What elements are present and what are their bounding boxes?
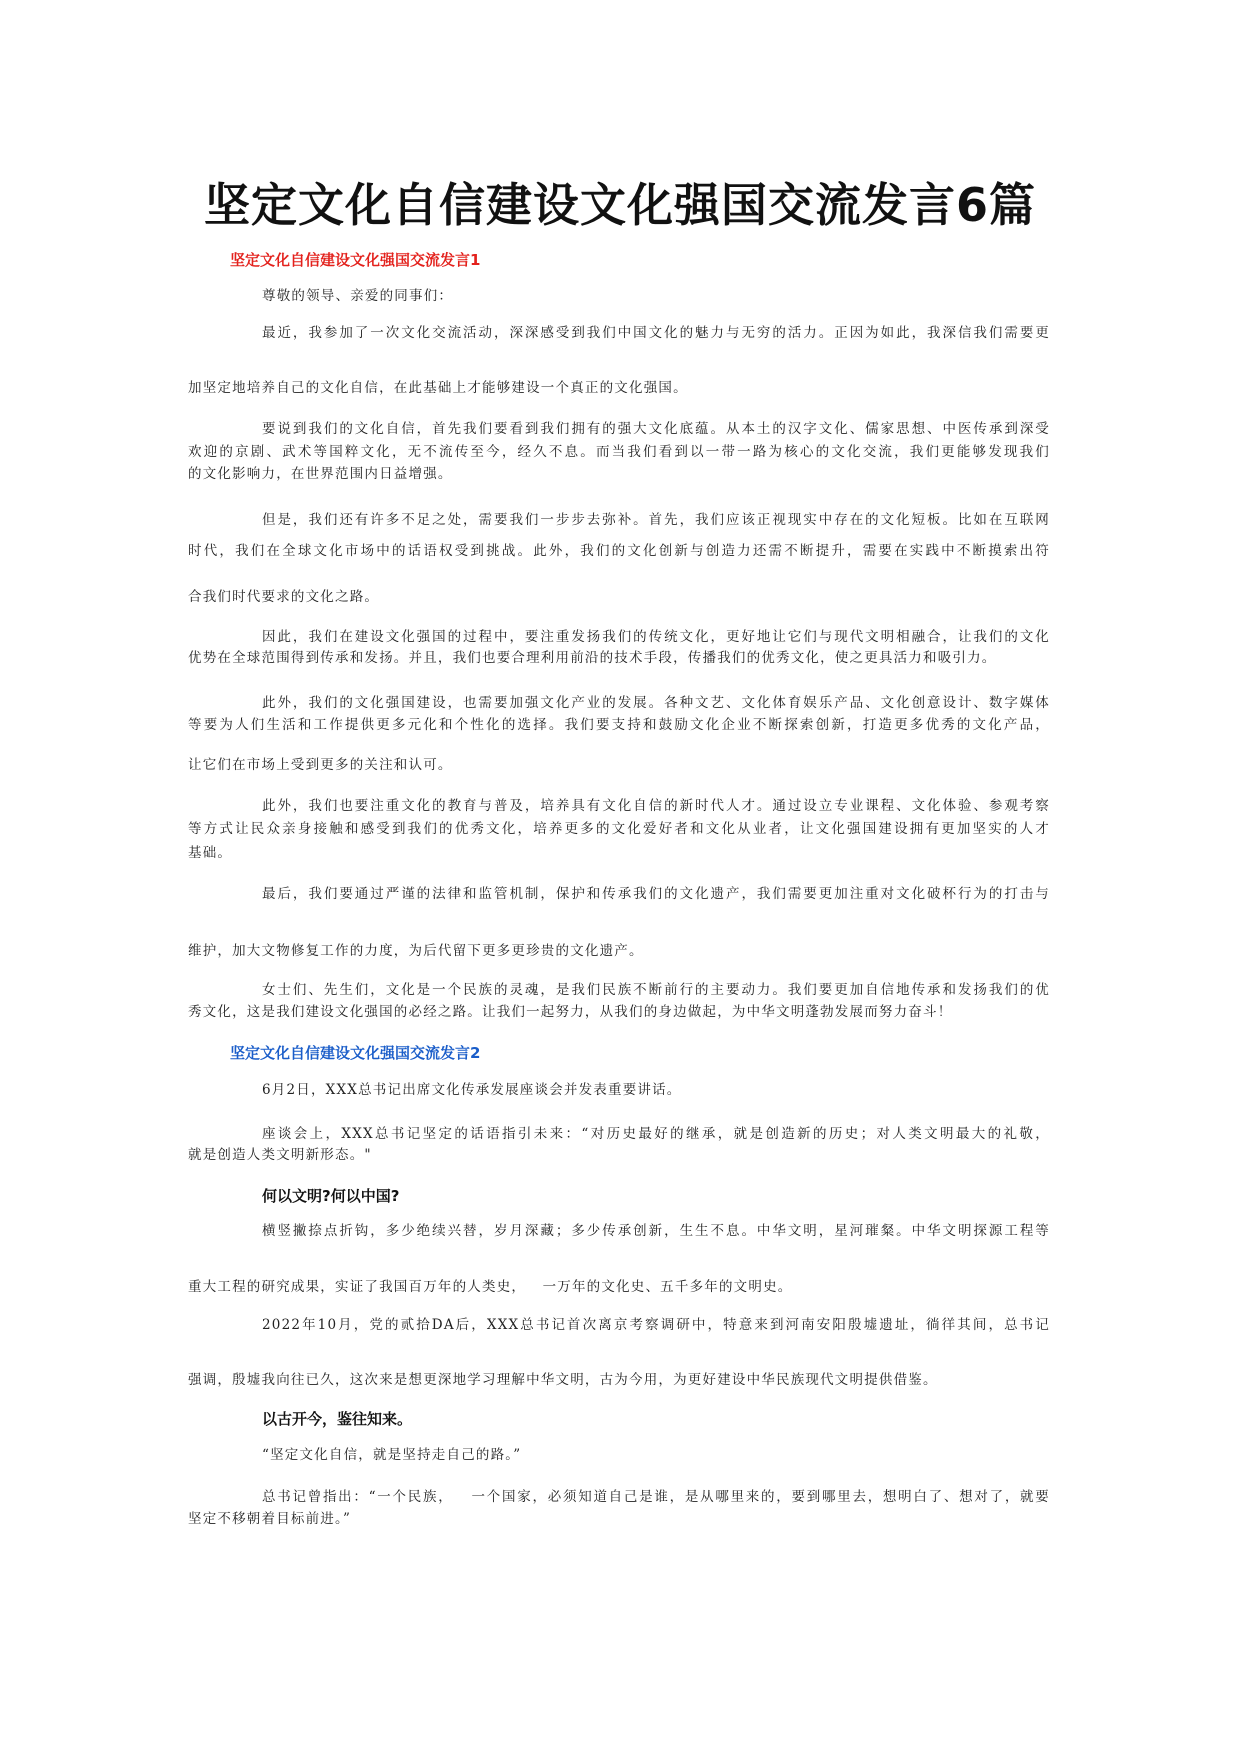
paragraph-line: 要说到我们的文化自信，首先我们要看到我们拥有的强大文化底蕴。从本土的汉字文化、儒家思想、中医传承到深受 bbox=[262, 421, 1050, 437]
paragraph-line: 的文化影响力，在世界范围内日益增强。 bbox=[188, 466, 453, 482]
paragraph-line: 等方式让民众亲身接触和感受到我们的优秀文化，培养更多的文化爱好者和文化从业者，让文化强国建设拥有更加坚实的人才 bbox=[188, 821, 1050, 837]
paragraph-line: 强调，殷墟我向往已久，这次来是想更深地学习理解中华文明，古为今用，为更好建设中华民族现代文明提供借鉴。 bbox=[188, 1372, 938, 1388]
paragraph-line: “坚定文化自信，就是坚持走自己的路。” bbox=[262, 1447, 522, 1463]
paragraph-line: 6月2日，XXX总书记出席文化传承发展座谈会并发表重要讲话。 bbox=[262, 1082, 682, 1098]
paragraph-line: 坚定不移朝着目标前进。” bbox=[188, 1511, 352, 1527]
paragraph-line: 合我们时代要求的文化之路。 bbox=[188, 589, 380, 605]
paragraph-line: 基础。 bbox=[188, 845, 233, 861]
subheading: 以古开今，鉴往知来。 bbox=[262, 1410, 413, 1428]
paragraph-line: 此外，我们的文化强国建设，也需要加强文化产业的发展。各种文艺、文化体育娱乐产品、文化创意设计、数字媒体 bbox=[262, 695, 1050, 711]
paragraph-line: 维护，加大文物修复工作的力度，为后代留下更多更珍贵的文化遗产。 bbox=[188, 943, 644, 959]
paragraph-line: 此外，我们也要注重文化的教育与普及，培养具有文化自信的新时代人才。通过设立专业课程、文化体验、参观考察 bbox=[262, 798, 1050, 814]
paragraph-line: 但是，我们还有许多不足之处，需要我们一步步去弥补。首先，我们应该正视现实中存在的文化短板。比如在互联网 bbox=[262, 512, 1050, 528]
subheading: 何以文明?何以中国? bbox=[262, 1187, 400, 1205]
paragraph-line: 秀文化，这是我们建设文化强国的必经之路。让我们一起努力，从我们的身边做起，为中华文明蓬勃发展而努力奋斗！ bbox=[188, 1004, 953, 1020]
paragraph-line: 因此，我们在建设文化强国的过程中，要注重发扬我们的传统文化，更好地让它们与现代文明相融合，让我们的文化 bbox=[262, 629, 1050, 645]
section-heading: 坚定文化自信建设文化强国交流发言2 bbox=[230, 1044, 481, 1062]
paragraph-line: 座谈会上，XXX总书记坚定的话语指引未来：“对历史最好的继承，就是创造新的历史；对人类文明最大的礼敬， bbox=[262, 1126, 1050, 1142]
paragraph-line: 总书记曾指出：“一个民族， 一个国家，必须知道自己是谁，是从哪里来的，要到哪里去，想明白了、想对了，就要 bbox=[262, 1489, 1050, 1505]
paragraph-line: 尊敬的领导、亲爱的同事们： bbox=[262, 288, 454, 304]
paragraph-line: 就是创造人类文明新形态。" bbox=[188, 1147, 372, 1163]
paragraph-line: 让它们在市场上受到更多的关注和认可。 bbox=[188, 757, 453, 773]
paragraph-line: 优势在全球范围得到传承和发扬。并且，我们也要合理利用前沿的技术手段，传播我们的优秀文化，使之更具活力和吸引力。 bbox=[188, 650, 997, 666]
paragraph-line: 加坚定地培养自己的文化自信，在此基础上才能够建设一个真正的文化强国。 bbox=[188, 380, 688, 396]
paragraph-line: 等要为人们生活和工作提供更多元化和个性化的选择。我们要支持和鼓励文化企业不断探索创新，打造更多优秀的文化产品， bbox=[188, 717, 1050, 733]
document-title: 坚定文化自信建设文化强国交流发言6篇 bbox=[203, 178, 1036, 232]
paragraph-line: 2022年10月，党的贰拾DA后，XXX总书记首次离京考察调研中，特意来到河南安阳殷墟遗址，徜徉其间，总书记 bbox=[262, 1317, 1050, 1333]
paragraph-line: 最后，我们要通过严谨的法律和监管机制，保护和传承我们的文化遗产，我们需要更加注重对文化破杯行为的打击与 bbox=[262, 886, 1050, 902]
paragraph-line: 重大工程的研究成果，实证了我国百万年的人类史， 一万年的文化史、五千多年的文明史。 bbox=[188, 1279, 793, 1295]
paragraph-line: 最近，我参加了一次文化交流活动，深深感受到我们中国文化的魅力与无穷的活力。正因为如此，我深信我们需要更 bbox=[262, 325, 1050, 341]
paragraph-line: 时代，我们在全球文化市场中的话语权受到挑战。此外，我们的文化创新与创造力还需不断提升，需要在实践中不断摸索出符 bbox=[188, 543, 1050, 559]
paragraph-line: 横竖撇捺点折钩，多少绝续兴替，岁月深藏；多少传承创新，生生不息。中华文明，星河璀粲。中华文明探源工程等 bbox=[262, 1223, 1050, 1239]
paragraph-line: 女士们、先生们，文化是一个民族的灵魂，是我们民族不断前行的主要动力。我们要更加自信地传承和发扬我们的优 bbox=[262, 982, 1050, 998]
section-heading: 坚定文化自信建设文化强国交流发言1 bbox=[230, 251, 481, 269]
paragraph-line: 欢迎的京剧、武术等国粹文化，无不流传至今，经久不息。而当我们看到以一带一路为核心的文化交流，我们更能够发现我们 bbox=[188, 444, 1050, 460]
